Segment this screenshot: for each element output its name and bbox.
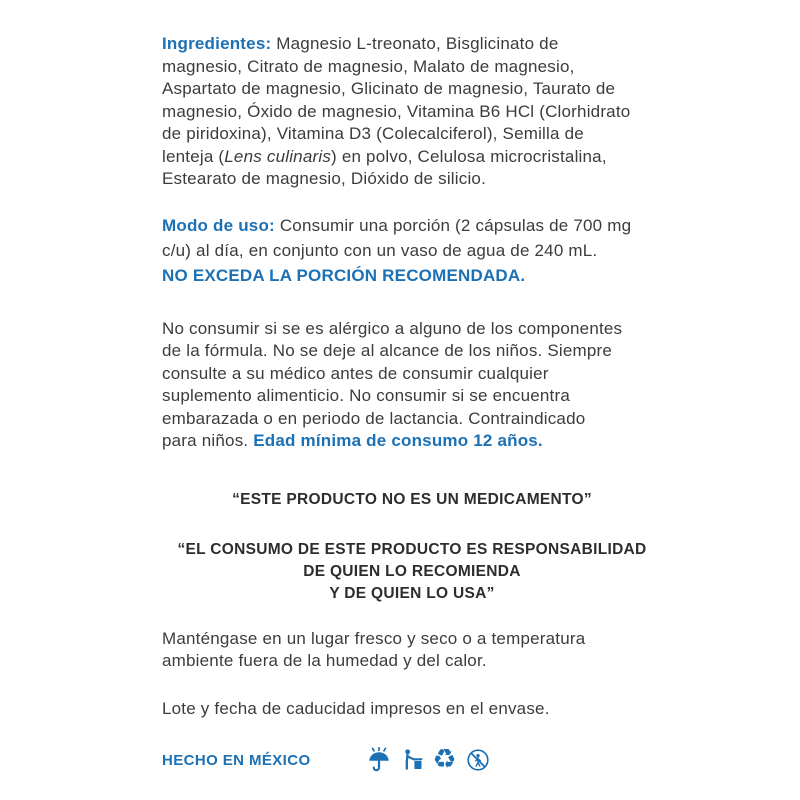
text-line: No consumir si se es alérgico a alguno de los componentes	[162, 318, 623, 338]
latin-species-name: Lens culinaris	[224, 146, 332, 166]
no-littering-prohibition-icon	[466, 747, 490, 773]
dispose-properly-tidyman-icon	[400, 747, 424, 773]
text-line	[162, 213, 662, 238]
text-line: de piridoxina), Vitamina D3 (Colecalciferol), Semilla de	[162, 124, 584, 143]
text-line: magnesio, Óxido de magnesio, Vitamina B6 HCl (Clorhidrato	[162, 101, 631, 121]
responsibility-disclaimer	[162, 539, 662, 605]
label-content	[162, 33, 662, 774]
usage-text: Consumir una porción (2 cápsulas de 700 mg	[279, 215, 632, 235]
lot-paragraph: Lote y fecha de caducidad impresos en el envase.	[162, 698, 550, 718]
usage-paragraph	[162, 213, 662, 288]
minimum-age-highlight: Edad mínima de consumo 12 años.	[253, 431, 543, 450]
text-line: suplemento alimenticio. No consumir si se encuentra	[162, 386, 570, 405]
ingredients-paragraph	[162, 33, 662, 191]
text-line: consulte a su médico antes de consumir cualquier	[162, 363, 549, 383]
usage-warning: NO EXCEDA LA PORCIÓN RECOMENDADA.	[162, 265, 526, 285]
text-line: magnesio, Citrato de magnesio, Malato de magnesio,	[162, 56, 575, 76]
text-line: Manténgase en un lugar fresco y seco o a temperatura	[162, 628, 586, 648]
recyclable-icon	[432, 744, 457, 775]
text-line: DE QUIEN LO RECOMIENDA	[303, 562, 521, 580]
made-in-mexico-label: HECHO EN MÉXICO	[162, 751, 311, 769]
precautions-text: para niños.	[162, 431, 249, 450]
usage-heading: Modo de uso:	[162, 215, 275, 235]
not-a-medicine-disclaimer: “ESTE PRODUCTO NO ES UN MEDICAMENTO”	[232, 490, 592, 508]
text-line: “EL CONSUMO DE ESTE PRODUCTO ES RESPONSABILIDAD	[177, 540, 647, 558]
text-line: Y DE QUIEN LO USA”	[329, 584, 495, 602]
text-line	[162, 33, 662, 56]
ingredients-text: ) en polvo, Celulosa microcristalina,	[331, 146, 607, 166]
text-line: c/u) al día, en conjunto con un vaso de agua de 240 mL.	[162, 240, 598, 260]
keep-dry-umbrella-icon	[367, 747, 391, 773]
text-line	[162, 146, 662, 169]
recycle-glyph: ♻	[432, 744, 457, 775]
precautions-paragraph	[162, 318, 662, 453]
care-symbols-row	[367, 744, 490, 775]
text-line: de la fórmula. No se deje al alcance de los niños. Siempre	[162, 341, 613, 360]
text-line: Estearato de magnesio, Dióxido de silicio.	[162, 169, 487, 188]
text-line: ambiente fuera de la humedad y del calor.	[162, 651, 487, 670]
text-line: embarazada o en periodo de lactancia. Contraindicado	[162, 408, 586, 428]
storage-paragraph	[162, 628, 662, 673]
ingredients-text: Magnesio L-treonato, Bisglicinato de	[276, 34, 559, 53]
ingredients-heading: Ingredientes:	[162, 34, 272, 53]
text-line: Aspartato de magnesio, Glicinato de magnesio, Taurato de	[162, 79, 616, 98]
label-footer	[162, 746, 662, 774]
text-line	[162, 430, 662, 453]
ingredients-text: lenteja (	[162, 146, 225, 166]
